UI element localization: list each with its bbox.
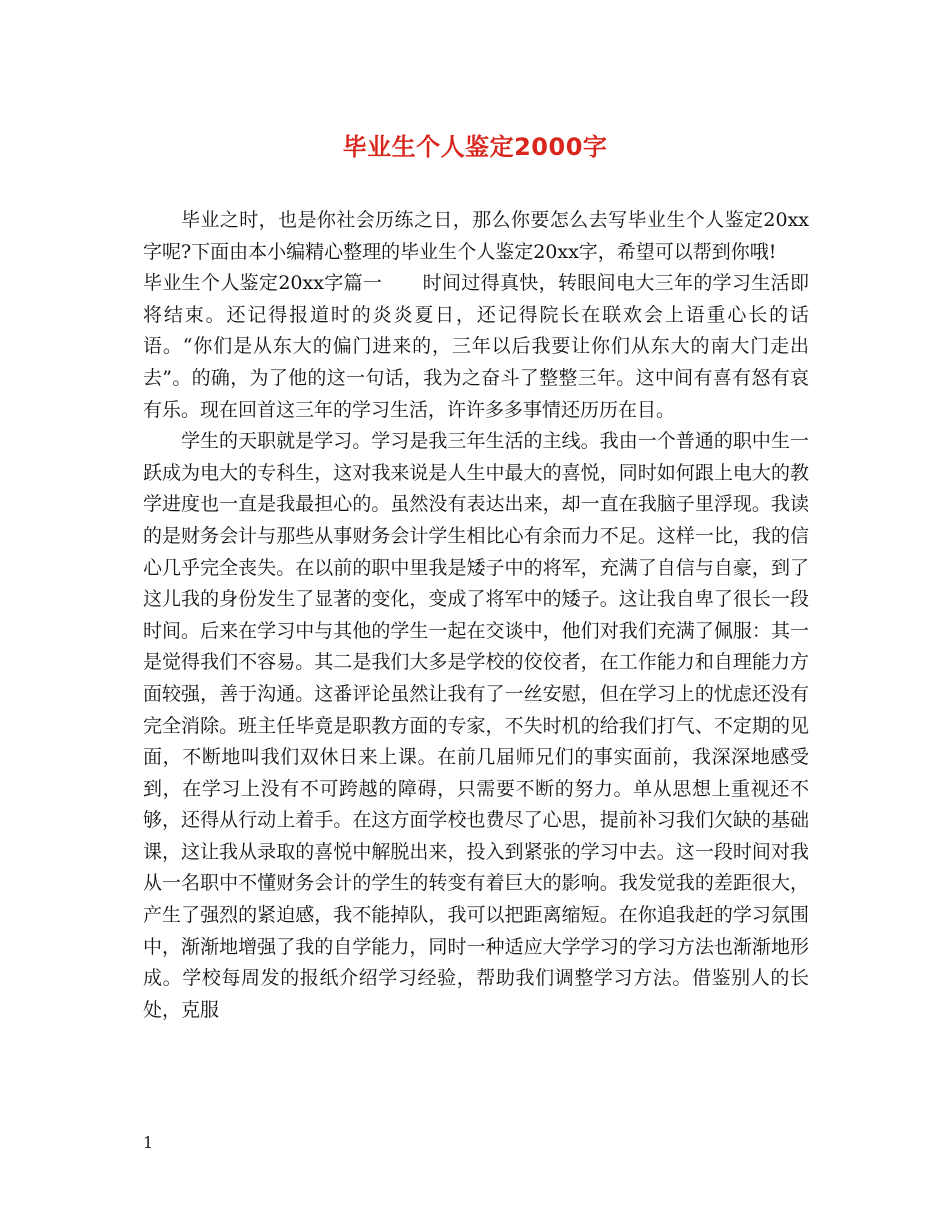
document-body xyxy=(143,205,809,1026)
section-heading: 毕业生个人鉴定20xx字篇一 xyxy=(143,272,383,295)
document-title: 毕业生个人鉴定2000字 xyxy=(342,133,608,161)
section-1-paragraph-1: 时间过得真快，转眼间电大三年的学习生活即将结束。还记得报道时的炎炎夏日，还记得院长在联欢会上语重心长的话语。“你们是从东大的偏门进来的，三年以后我要让你们从东大的南大门走出去”。的确，为了他的这一句话，我为之奋斗了整整三年。这中间有喜有怒有哀有乐。现在回首这三年的学习生活，许许多多事情还历历在目。 xyxy=(143,272,809,421)
intro-paragraph: 毕业之时，也是你社会历练之日，那么你要怎么去写毕业生个人鉴定20xx字呢?下面由本小编精心整理的毕业生个人鉴定20xx字，希望可以帮到你哦! xyxy=(143,209,809,263)
section-1-paragraph-2: 学生的天职就是学习。学习是我三年生活的主线。我由一个普通的职中生一跃成为电大的专科生，这对我来说是人生中最大的喜悦，同时如何跟上电大的教学进度也一直是我最担心的。虽然没有表达出来，却一直在我脑子里浮现。我读的是财务会计与那些从事财务会计学生相比心有余而力不足。这样一比，我的信心几乎完全丧失。在以前的职中里我是矮子中的将军，充满了自信与自豪，到了这儿我的身份发生了显著的变化，变成了将军中的矮子。这让我自卑了很长一段时间。后来在学习中与其他的学生一起在交谈中，他们对我们充满了佩服：其一是觉得我们不容易。其二是我们大多是学校的佼佼者，在工作能力和自理能力方面较强，善于沟通。这番评论虽然让我有了一丝安慰，但在学习上的忧虑还没有完全消除。班主任毕竟是职教方面的专家，不失时机的给我们打气、不定期的见面，不断地叫我们双休日来上课。在前几届师兄们的事实面前，我深深地感受到，在学习上没有不可跨越的障碍，只需要不断的努力。单从思想上重视还不够，还得从行动上着手。在这方面学校也费尽了心思，提前补习我们欠缺的基础课，这让我从录取的喜悦中解脱出来，投入到紧张的学习中去。这一段时间对我从一名职中不懂财务会计的学生的转变有着巨大的影响。我发觉我的差距很大，产生了强烈的紧迫感，我不能掉队，我可以把距离缩短。在你追我赶的学习氛围中，渐渐地增强了我的自学能力，同时一种适应大学学习的学习方法也渐渐地形成。学校每周发的报纸介绍学习经验，帮助我们调整学习方法。借鉴别人的长处，克服 xyxy=(143,430,809,1021)
page-number: 1 xyxy=(143,1133,154,1152)
section-1 xyxy=(143,268,809,426)
